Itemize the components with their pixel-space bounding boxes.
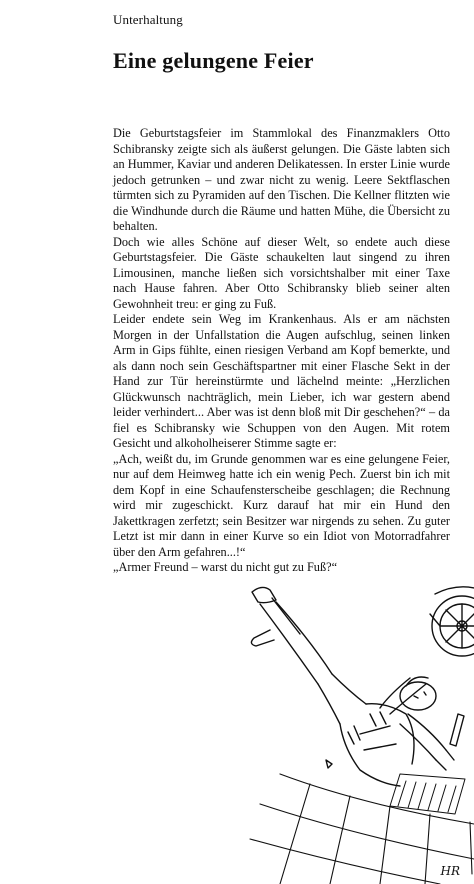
paragraph-5: „Armer Freund – warst du nicht gut zu Fuß?“ bbox=[113, 560, 338, 574]
section-label: Unterhaltung bbox=[113, 12, 183, 27]
paragraph-1: Die Geburtstagsfeier im Stammlokal des Finanzmaklers Otto Schibransky zeigte sich als äußerst gelungen. Die Gäste labten sich an Hummer, Kaviar und anderen Delikatessen. In erster Linie wurde jedoch getrunken – und zwar nicht zu wenig. Leere Sektflaschen türmten sich zu Pyramiden auf den Tischen. Die Kellner flitzten wie die Windhunde durch die Räume und hatten Mühe, die Übersicht zu behalten. bbox=[113, 126, 450, 233]
paragraph-3: Leider endete sein Weg im Krankenhaus. Als er am nächsten Morgen in der Unfallstation die Augen aufschlug, seinen linken Arm in Gips fühlte, einen riesigen Verband am Kopf bemerkte, und als dann noch sein Geschäftspartner mit einer Flasche Sekt in der Hand zur Tür hereinstürmte und lächelnd meinte: „Herzlichen Glückwunsch nachträglich, mein Lieber, ich war gestern abend leider verhindert... Aber was ist denn bloß mit Dir geschehen?“ – da fiel es Schibransky wie Schuppen von den Augen. Mit rotem Gesicht und alkoholheiserer Stimme sagte er: bbox=[113, 312, 450, 450]
paragraph-2: Doch wie alles Schöne auf dieser Welt, so endete auch diese Geburtstagsfeier. Die Gäste schaukelten laut singend zu ihren Limousinen, manche ließen sich vorsichtshalber mit einer Taxe nach Hause fahren. Aber Otto Schibransky blieb seiner alten Gewohnheit treu: er ging zu Fuß. bbox=[113, 234, 450, 311]
illustration-signature: HR bbox=[440, 864, 460, 878]
article-title: Eine gelungene Feier bbox=[113, 48, 314, 73]
article-body bbox=[113, 126, 450, 576]
grate bbox=[390, 774, 465, 814]
debris bbox=[326, 760, 332, 768]
falling-man-illustration bbox=[240, 574, 474, 884]
motorcycle-wheel bbox=[430, 587, 474, 656]
paragraph-4: „Ach, weißt du, im Grunde genommen war es eine gelungene Feier, nur auf dem Heimweg hatte ich ein wenig Pech. Zuerst bin ich mit dem Kopf in eine Schaufensterscheibe geschlagen; die Rechnung wird mir zugeschickt. Kurz darauf hat mir ein Hund den Jakettkragen zerfetzt; sein Besitzer war nirgends zu sehen. Zu guter Letzt ist mir dann in einer Kurve so ein Idiot von Motorradfahrer über den Arm gefahren...!“ bbox=[113, 451, 450, 559]
